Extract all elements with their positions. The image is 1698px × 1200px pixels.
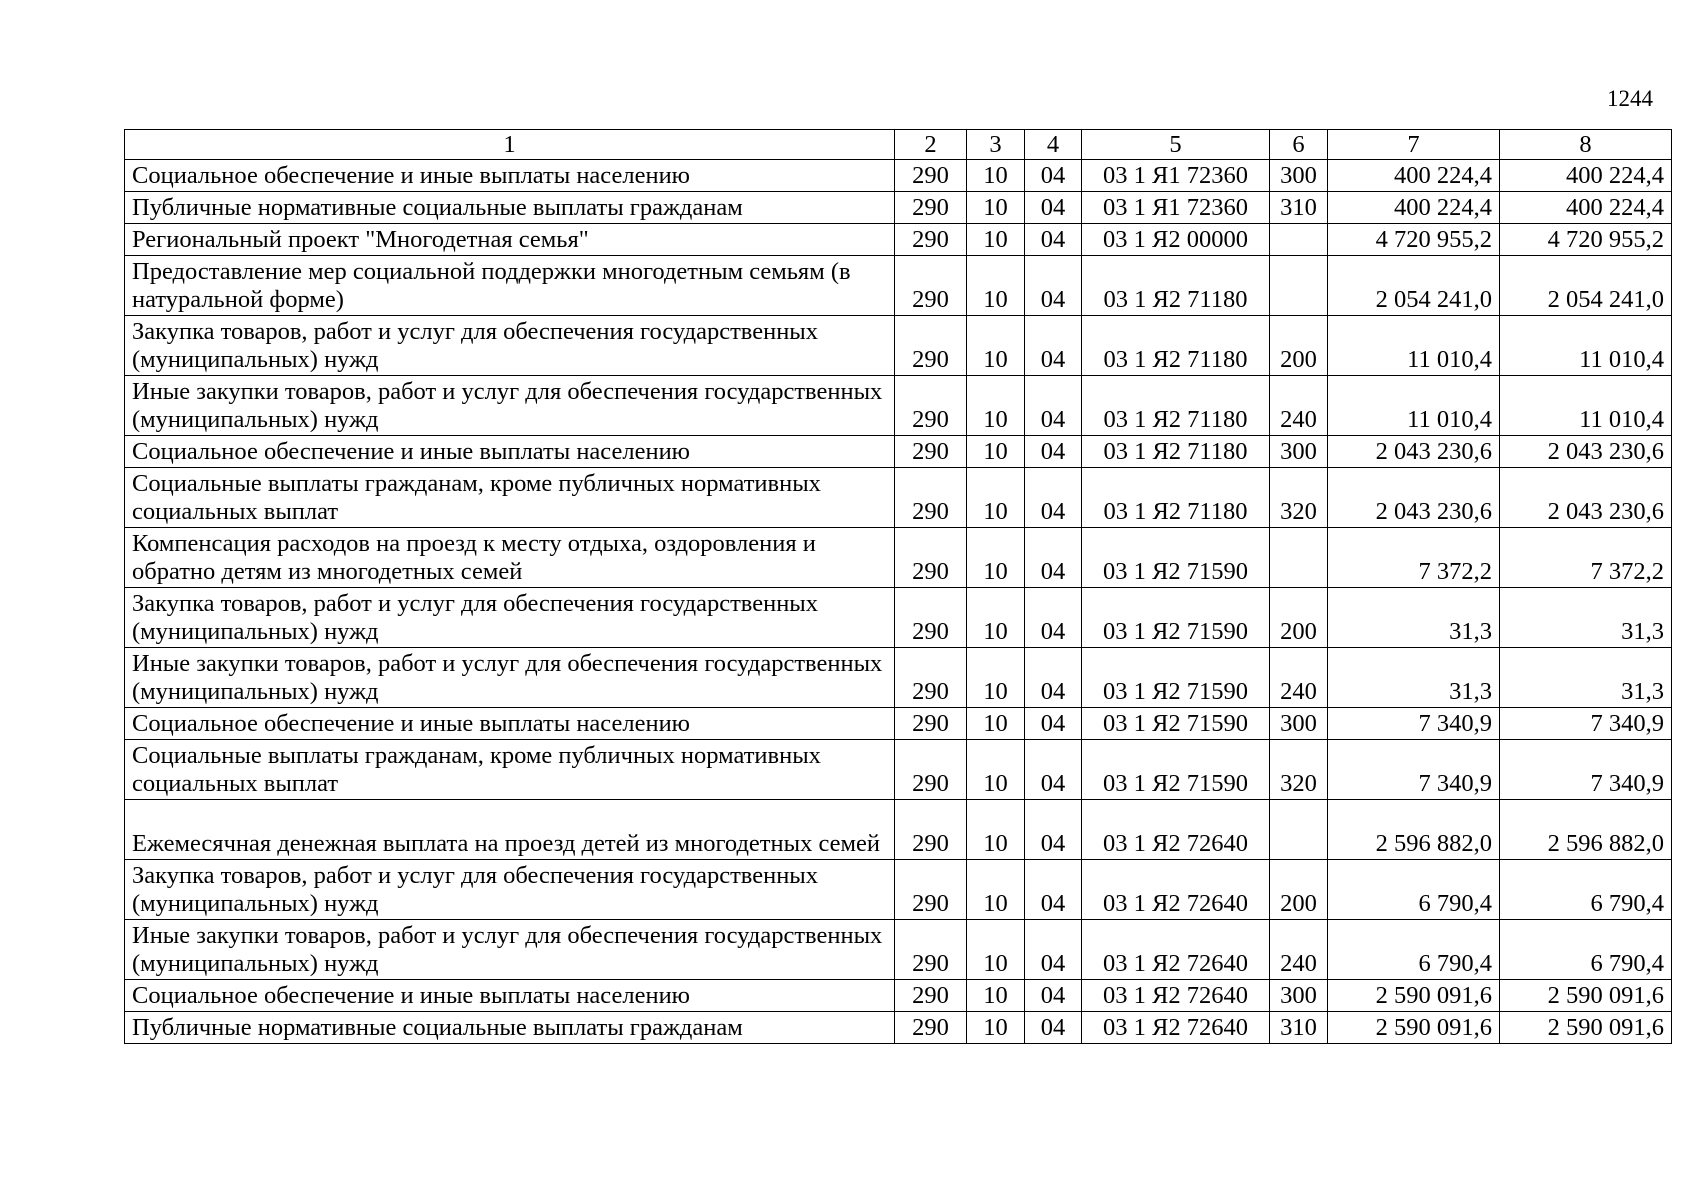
row-cell-col3: 10 xyxy=(967,256,1025,316)
table-row xyxy=(125,160,1672,192)
row-cell-col8: 2 054 241,0 xyxy=(1500,256,1672,316)
row-cell-col7: 400 224,4 xyxy=(1328,192,1500,224)
row-cell-col6 xyxy=(1270,800,1328,860)
row-cell-col2: 290 xyxy=(895,376,967,436)
row-cell-col2: 290 xyxy=(895,740,967,800)
row-cell-col2: 290 xyxy=(895,708,967,740)
row-cell-col7: 11 010,4 xyxy=(1328,316,1500,376)
row-cell-col7: 2 590 091,6 xyxy=(1328,980,1500,1012)
row-name-cell: Иные закупки товаров, работ и услуг для обеспечения государственных (муниципальных) нужд xyxy=(125,920,895,980)
row-cell-col3: 10 xyxy=(967,528,1025,588)
row-name-cell: Компенсация расходов на проезд к месту отдыха, оздоровления и обратно детям из многодетных семей xyxy=(125,528,895,588)
row-cell-col3: 10 xyxy=(967,316,1025,376)
row-cell-col7: 2 596 882,0 xyxy=(1328,800,1500,860)
row-cell-col5: 03 1 Я2 72640 xyxy=(1082,920,1270,980)
row-name-cell: Публичные нормативные социальные выплаты гражданам xyxy=(125,192,895,224)
table-row xyxy=(125,860,1672,920)
row-cell-col5: 03 1 Я2 71180 xyxy=(1082,436,1270,468)
row-cell-col6: 300 xyxy=(1270,436,1328,468)
row-cell-col3: 10 xyxy=(967,376,1025,436)
row-cell-col4: 04 xyxy=(1025,588,1082,648)
row-cell-col4: 04 xyxy=(1025,740,1082,800)
row-cell-col4: 04 xyxy=(1025,528,1082,588)
row-cell-col8: 11 010,4 xyxy=(1500,376,1672,436)
row-cell-col5: 03 1 Я2 71180 xyxy=(1082,316,1270,376)
row-cell-col8: 6 790,4 xyxy=(1500,920,1672,980)
row-cell-col4: 04 xyxy=(1025,980,1082,1012)
row-cell-col5: 03 1 Я1 72360 xyxy=(1082,160,1270,192)
row-cell-col8: 31,3 xyxy=(1500,588,1672,648)
row-cell-col3: 10 xyxy=(967,708,1025,740)
row-cell-col8: 11 010,4 xyxy=(1500,316,1672,376)
row-cell-col2: 290 xyxy=(895,468,967,528)
row-name-cell: Региональный проект "Многодетная семья" xyxy=(125,224,895,256)
table-row xyxy=(125,740,1672,800)
row-cell-col7: 2 043 230,6 xyxy=(1328,468,1500,528)
row-cell-col5: 03 1 Я1 72360 xyxy=(1082,192,1270,224)
row-cell-col3: 10 xyxy=(967,436,1025,468)
row-name-cell: Иные закупки товаров, работ и услуг для обеспечения государственных (муниципальных) нужд xyxy=(125,648,895,708)
row-cell-col4: 04 xyxy=(1025,316,1082,376)
row-cell-col6: 300 xyxy=(1270,160,1328,192)
row-cell-col8: 31,3 xyxy=(1500,648,1672,708)
row-name-cell: Закупка товаров, работ и услуг для обеспечения государственных (муниципальных) нужд xyxy=(125,860,895,920)
row-cell-col4: 04 xyxy=(1025,800,1082,860)
row-cell-col4: 04 xyxy=(1025,436,1082,468)
header-cell: 3 xyxy=(967,130,1025,160)
row-cell-col3: 10 xyxy=(967,860,1025,920)
row-cell-col6: 240 xyxy=(1270,920,1328,980)
row-cell-col7: 7 372,2 xyxy=(1328,528,1500,588)
row-name-cell: Социальное обеспечение и иные выплаты населению xyxy=(125,436,895,468)
row-name-cell: Социальные выплаты гражданам, кроме публичных нормативных социальных выплат xyxy=(125,740,895,800)
table-row xyxy=(125,224,1672,256)
row-cell-col5: 03 1 Я2 71590 xyxy=(1082,708,1270,740)
header-cell: 7 xyxy=(1328,130,1500,160)
row-cell-col4: 04 xyxy=(1025,224,1082,256)
page-number: 1244 xyxy=(1607,86,1653,111)
row-cell-col2: 290 xyxy=(895,1012,967,1044)
table-row xyxy=(125,588,1672,648)
header-cell: 2 xyxy=(895,130,967,160)
row-cell-col6 xyxy=(1270,256,1328,316)
row-cell-col5: 03 1 Я2 72640 xyxy=(1082,1012,1270,1044)
row-cell-col6: 200 xyxy=(1270,316,1328,376)
row-cell-col3: 10 xyxy=(967,192,1025,224)
table-row xyxy=(125,192,1672,224)
row-cell-col6: 310 xyxy=(1270,192,1328,224)
row-cell-col7: 6 790,4 xyxy=(1328,920,1500,980)
row-cell-col3: 10 xyxy=(967,980,1025,1012)
row-cell-col6: 300 xyxy=(1270,980,1328,1012)
row-cell-col2: 290 xyxy=(895,160,967,192)
row-cell-col7: 6 790,4 xyxy=(1328,860,1500,920)
row-cell-col6: 240 xyxy=(1270,376,1328,436)
header-cell: 4 xyxy=(1025,130,1082,160)
row-cell-col7: 2 590 091,6 xyxy=(1328,1012,1500,1044)
row-cell-col2: 290 xyxy=(895,648,967,708)
row-cell-col6 xyxy=(1270,528,1328,588)
row-cell-col8: 2 590 091,6 xyxy=(1500,1012,1672,1044)
row-cell-col5: 03 1 Я2 71590 xyxy=(1082,588,1270,648)
row-cell-col2: 290 xyxy=(895,800,967,860)
row-cell-col8: 400 224,4 xyxy=(1500,160,1672,192)
row-cell-col5: 03 1 Я2 72640 xyxy=(1082,800,1270,860)
row-cell-col2: 290 xyxy=(895,528,967,588)
header-cell: 1 xyxy=(125,130,895,160)
row-cell-col6: 300 xyxy=(1270,708,1328,740)
table-row xyxy=(125,376,1672,436)
row-name-cell: Закупка товаров, работ и услуг для обеспечения государственных (муниципальных) нужд xyxy=(125,588,895,648)
row-cell-col8: 7 372,2 xyxy=(1500,528,1672,588)
row-cell-col3: 10 xyxy=(967,224,1025,256)
budget-table xyxy=(124,129,1672,1044)
row-cell-col7: 2 043 230,6 xyxy=(1328,436,1500,468)
row-cell-col4: 04 xyxy=(1025,376,1082,436)
row-cell-col4: 04 xyxy=(1025,1012,1082,1044)
row-cell-col3: 10 xyxy=(967,648,1025,708)
row-cell-col4: 04 xyxy=(1025,192,1082,224)
row-cell-col3: 10 xyxy=(967,800,1025,860)
table-row xyxy=(125,468,1672,528)
row-cell-col6: 200 xyxy=(1270,588,1328,648)
row-cell-col2: 290 xyxy=(895,920,967,980)
row-cell-col3: 10 xyxy=(967,468,1025,528)
row-cell-col8: 7 340,9 xyxy=(1500,740,1672,800)
row-cell-col7: 7 340,9 xyxy=(1328,708,1500,740)
row-cell-col5: 03 1 Я2 00000 xyxy=(1082,224,1270,256)
row-name-cell: Социальные выплаты гражданам, кроме публичных нормативных социальных выплат xyxy=(125,468,895,528)
row-cell-col4: 04 xyxy=(1025,860,1082,920)
row-cell-col5: 03 1 Я2 71590 xyxy=(1082,528,1270,588)
row-cell-col8: 400 224,4 xyxy=(1500,192,1672,224)
table-body xyxy=(125,160,1672,1044)
header-cell: 5 xyxy=(1082,130,1270,160)
row-cell-col7: 400 224,4 xyxy=(1328,160,1500,192)
row-cell-col5: 03 1 Я2 72640 xyxy=(1082,980,1270,1012)
row-cell-col5: 03 1 Я2 71180 xyxy=(1082,256,1270,316)
row-cell-col5: 03 1 Я2 71180 xyxy=(1082,376,1270,436)
row-cell-col5: 03 1 Я2 72640 xyxy=(1082,860,1270,920)
row-cell-col2: 290 xyxy=(895,588,967,648)
row-cell-col8: 2 590 091,6 xyxy=(1500,980,1672,1012)
row-cell-col3: 10 xyxy=(967,740,1025,800)
row-cell-col7: 31,3 xyxy=(1328,648,1500,708)
row-cell-col6: 200 xyxy=(1270,860,1328,920)
table-row xyxy=(125,256,1672,316)
row-name-cell: Предоставление мер социальной поддержки многодетным семьям (в натуральной форме) xyxy=(125,256,895,316)
row-cell-col4: 04 xyxy=(1025,920,1082,980)
header-cell: 8 xyxy=(1500,130,1672,160)
row-cell-col8: 2 043 230,6 xyxy=(1500,468,1672,528)
row-name-cell: Ежемесячная денежная выплата на проезд детей из многодетных семей xyxy=(125,800,895,860)
row-cell-col8: 7 340,9 xyxy=(1500,708,1672,740)
row-cell-col5: 03 1 Я2 71590 xyxy=(1082,740,1270,800)
row-cell-col4: 04 xyxy=(1025,160,1082,192)
row-cell-col8: 2 596 882,0 xyxy=(1500,800,1672,860)
row-cell-col2: 290 xyxy=(895,860,967,920)
row-cell-col2: 290 xyxy=(895,192,967,224)
row-name-cell: Закупка товаров, работ и услуг для обеспечения государственных (муниципальных) нужд xyxy=(125,316,895,376)
row-cell-col7: 31,3 xyxy=(1328,588,1500,648)
header-cell: 6 xyxy=(1270,130,1328,160)
table-row xyxy=(125,436,1672,468)
table-row xyxy=(125,648,1672,708)
row-cell-col4: 04 xyxy=(1025,648,1082,708)
row-cell-col3: 10 xyxy=(967,1012,1025,1044)
row-cell-col7: 2 054 241,0 xyxy=(1328,256,1500,316)
row-name-cell: Социальное обеспечение и иные выплаты населению xyxy=(125,160,895,192)
row-cell-col3: 10 xyxy=(967,920,1025,980)
row-cell-col2: 290 xyxy=(895,980,967,1012)
row-cell-col7: 11 010,4 xyxy=(1328,376,1500,436)
row-name-cell: Социальное обеспечение и иные выплаты населению xyxy=(125,708,895,740)
table-row xyxy=(125,800,1672,860)
table-row xyxy=(125,920,1672,980)
row-cell-col6: 320 xyxy=(1270,740,1328,800)
row-cell-col2: 290 xyxy=(895,256,967,316)
table-header-row xyxy=(125,130,1672,160)
row-cell-col2: 290 xyxy=(895,224,967,256)
row-cell-col7: 4 720 955,2 xyxy=(1328,224,1500,256)
row-cell-col2: 290 xyxy=(895,316,967,376)
table-row xyxy=(125,316,1672,376)
row-cell-col6: 240 xyxy=(1270,648,1328,708)
row-cell-col8: 2 043 230,6 xyxy=(1500,436,1672,468)
row-cell-col8: 6 790,4 xyxy=(1500,860,1672,920)
table-row xyxy=(125,980,1672,1012)
row-cell-col4: 04 xyxy=(1025,468,1082,528)
row-name-cell: Социальное обеспечение и иные выплаты населению xyxy=(125,980,895,1012)
row-cell-col4: 04 xyxy=(1025,256,1082,316)
row-name-cell: Публичные нормативные социальные выплаты гражданам xyxy=(125,1012,895,1044)
row-cell-col3: 10 xyxy=(967,160,1025,192)
row-cell-col4: 04 xyxy=(1025,708,1082,740)
row-cell-col7: 7 340,9 xyxy=(1328,740,1500,800)
row-cell-col5: 03 1 Я2 71180 xyxy=(1082,468,1270,528)
row-cell-col6 xyxy=(1270,224,1328,256)
table-row xyxy=(125,528,1672,588)
table-row xyxy=(125,1012,1672,1044)
row-cell-col3: 10 xyxy=(967,588,1025,648)
row-cell-col5: 03 1 Я2 71590 xyxy=(1082,648,1270,708)
row-cell-col2: 290 xyxy=(895,436,967,468)
row-name-cell: Иные закупки товаров, работ и услуг для обеспечения государственных (муниципальных) нужд xyxy=(125,376,895,436)
row-cell-col6: 320 xyxy=(1270,468,1328,528)
row-cell-col6: 310 xyxy=(1270,1012,1328,1044)
table-row xyxy=(125,708,1672,740)
row-cell-col8: 4 720 955,2 xyxy=(1500,224,1672,256)
